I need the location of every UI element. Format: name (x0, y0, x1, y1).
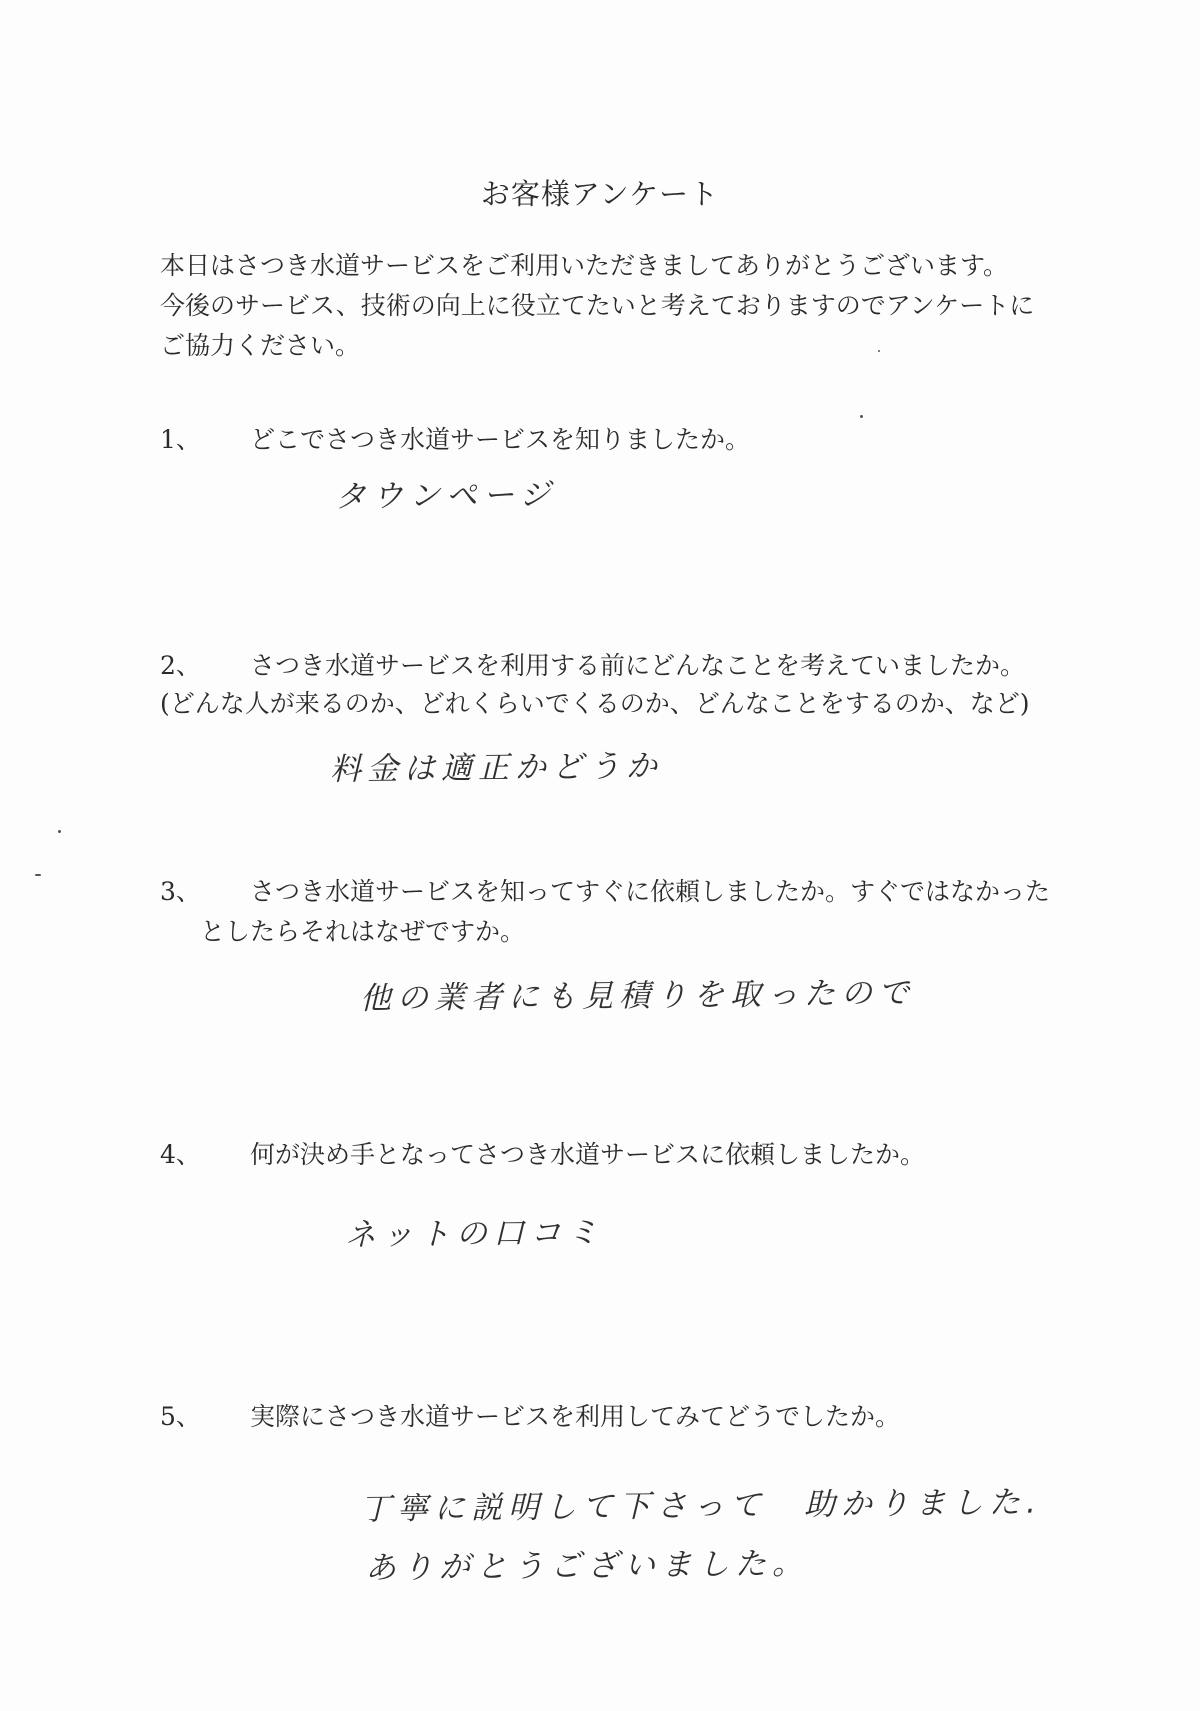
answer-5-line-2: ありがとうございました。 (364, 1545, 810, 1587)
answer-2: 料金は適正かどうか (329, 748, 664, 788)
intro-line-3: ご協力ください。 (160, 331, 361, 360)
question-5-text: 実際にさつき水道サービスを利用してみてどうでしたか。 (250, 1402, 901, 1431)
answer-1: タウンページ (334, 476, 557, 516)
question-3-text: さつき水道サービスを知ってすぐに依頼しましたか。すぐではなかった (250, 877, 1051, 906)
scan-speck (58, 830, 61, 833)
question-2-number: 2、 (160, 651, 201, 680)
question-2-subtext: (どんな人が来るのか、どれくらいでくるのか、どんなことをするのか、など) (160, 689, 1030, 718)
intro-line-1: 本日はさつき水道サービスをご利用いただきましてありがとうございます。 (160, 251, 1009, 280)
answer-4: ネットの口コミ (344, 1214, 605, 1254)
answer-5-line-1: 丁寧に説明して下さって 助かりました. (359, 1484, 1043, 1528)
scan-speck (860, 415, 863, 418)
question-5-number: 5、 (160, 1402, 201, 1431)
intro-line-2: 今後のサービス、技術の向上に役立てたいと考えておりますのでアンケートに (160, 291, 1035, 320)
question-2-text: さつき水道サービスを利用する前にどんなことを考えていましたか。 (250, 651, 1026, 680)
question-3-number: 3、 (160, 877, 201, 906)
question-3-subtext: としたらそれはなぜですか。 (200, 917, 526, 946)
question-1-text: どこでさつき水道サービスを知りましたか。 (250, 425, 751, 454)
scan-speck (878, 350, 880, 352)
page-title: お客様アンケート (480, 177, 720, 211)
question-1-number: 1、 (160, 425, 201, 454)
answer-3: 他の業者にも見積りを取ったので (359, 975, 916, 1017)
question-4-text: 何が決め手となってさつき水道サービスに依頼しましたか。 (250, 1140, 926, 1169)
question-4-number: 4、 (160, 1140, 201, 1169)
scan-speck (35, 874, 41, 876)
